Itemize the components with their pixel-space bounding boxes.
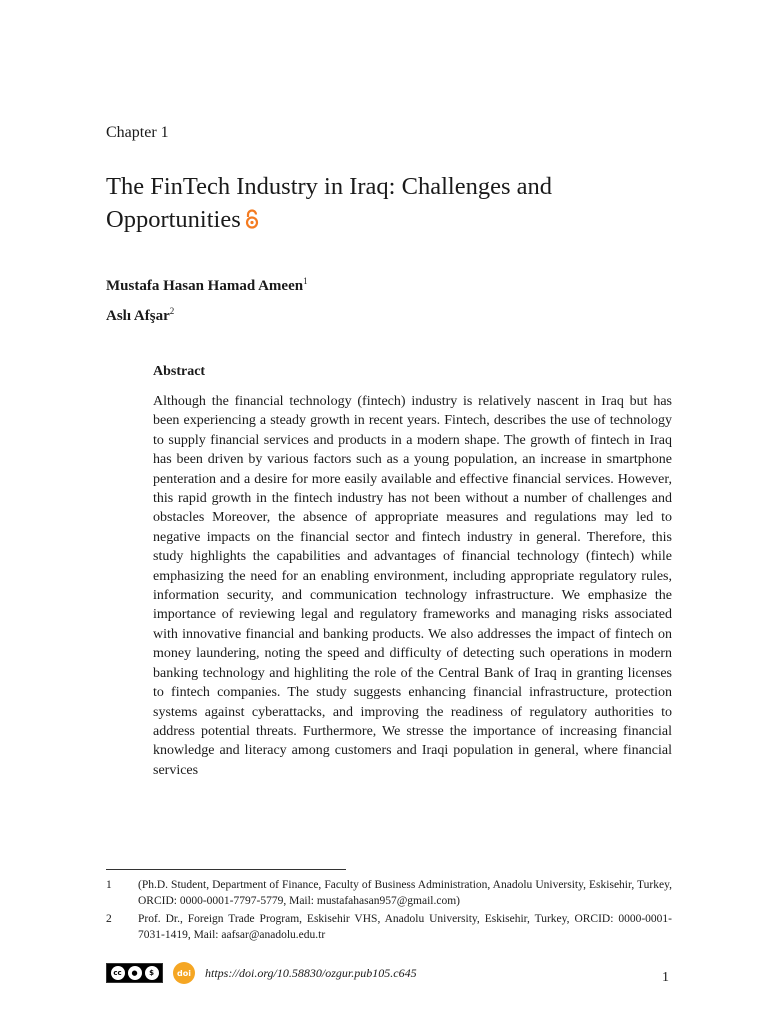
footnote-text: (Ph.D. Student, Department of Finance, Faculty of Business Administration, Anadolu University, Eskisehir, Turkey, ORCID: 0000-0001-7797-5779, Mail: mustafahasan957@gmail.com) <box>138 879 672 907</box>
author-2 <box>106 306 174 325</box>
doi-link[interactable]: https://doi.org/10.58830/ozgur.pub105.c645 <box>205 965 417 980</box>
open-access-icon[interactable] <box>245 205 259 238</box>
abstract-heading: Abstract <box>153 364 206 379</box>
cc-by-nc-icon[interactable] <box>106 963 163 983</box>
author-1 <box>106 276 308 295</box>
author-name: Mustafa Hasan Hamad Ameen <box>106 278 304 294</box>
cc-icon: cc <box>111 966 125 980</box>
chapter-label: Chapter 1 <box>106 124 169 141</box>
footnote-1 <box>106 878 672 909</box>
author-footnote-ref[interactable]: 2 <box>169 306 175 316</box>
footnote-number: 2 <box>106 913 112 925</box>
footnote-text: Prof. Dr., Foreign Trade Program, Eskisehir VHS, Anadolu University, Eskisehir, Turkey, ORCID: 0000-0001-7031-1419, Mail: aafsar@anadolu.edu.tr <box>138 913 672 941</box>
nc-icon: $ <box>145 966 159 980</box>
by-icon: ● <box>128 966 142 980</box>
footer-bar <box>106 962 417 984</box>
chapter-title <box>106 170 686 238</box>
footnote-number: 1 <box>106 879 112 891</box>
page-number: 1 <box>662 970 669 985</box>
footnote-2 <box>106 912 672 943</box>
doi-icon: doi <box>173 962 195 984</box>
title-text: The FinTech Industry in Iraq: Challenges and Opportunities <box>106 173 552 233</box>
footnote-divider <box>106 869 346 870</box>
author-footnote-ref[interactable]: 1 <box>303 276 308 286</box>
author-name: Aslı Afşar <box>106 308 170 324</box>
abstract-body: Although the financial technology (fintech) industry is relatively nascent in Iraq but has been experiencing a steady growth in recent years. Fintech, describes the use of technology to supply financial services and products in a modern shape. The growth of fintech in Iraq has been driven by various factors such as a young population, an increase in smartphone penteration and a desire for more easily available and effective financial services. However, this rapid growth in the fintech industry has not been without a number of challenges and obstacles Moreover, the absence of appropriate measures and regulations may led to negative impacts on the financial sector and fintech industry in general. Therefore, this study highlights the capabilities and advantages of financial technology (fintech) while emphasizing the need for an enabling environment, including appropriate regulatory rules, information security, and communication technology infrastructure. We emphasize the importance of reviewing legal and regulatory frameworks and managing risks associated with innovative financial and banking products. We also addresses the impact of fintech on money laundering, noting the speed and difficulty of detecting such operations in modern banking technology and highliting the role of the Central Bank of Iraq in granting licenses to fintech companies. The study suggests enhancing financial infrastructure, protection systems against cyberattacks, and improving the readiness of regulatory authorities to address potential threats. Furthermore, We stresse the importance of increasing financial knowledge and literacy among customers and Iraqi population in general, where financial services <box>153 394 672 778</box>
